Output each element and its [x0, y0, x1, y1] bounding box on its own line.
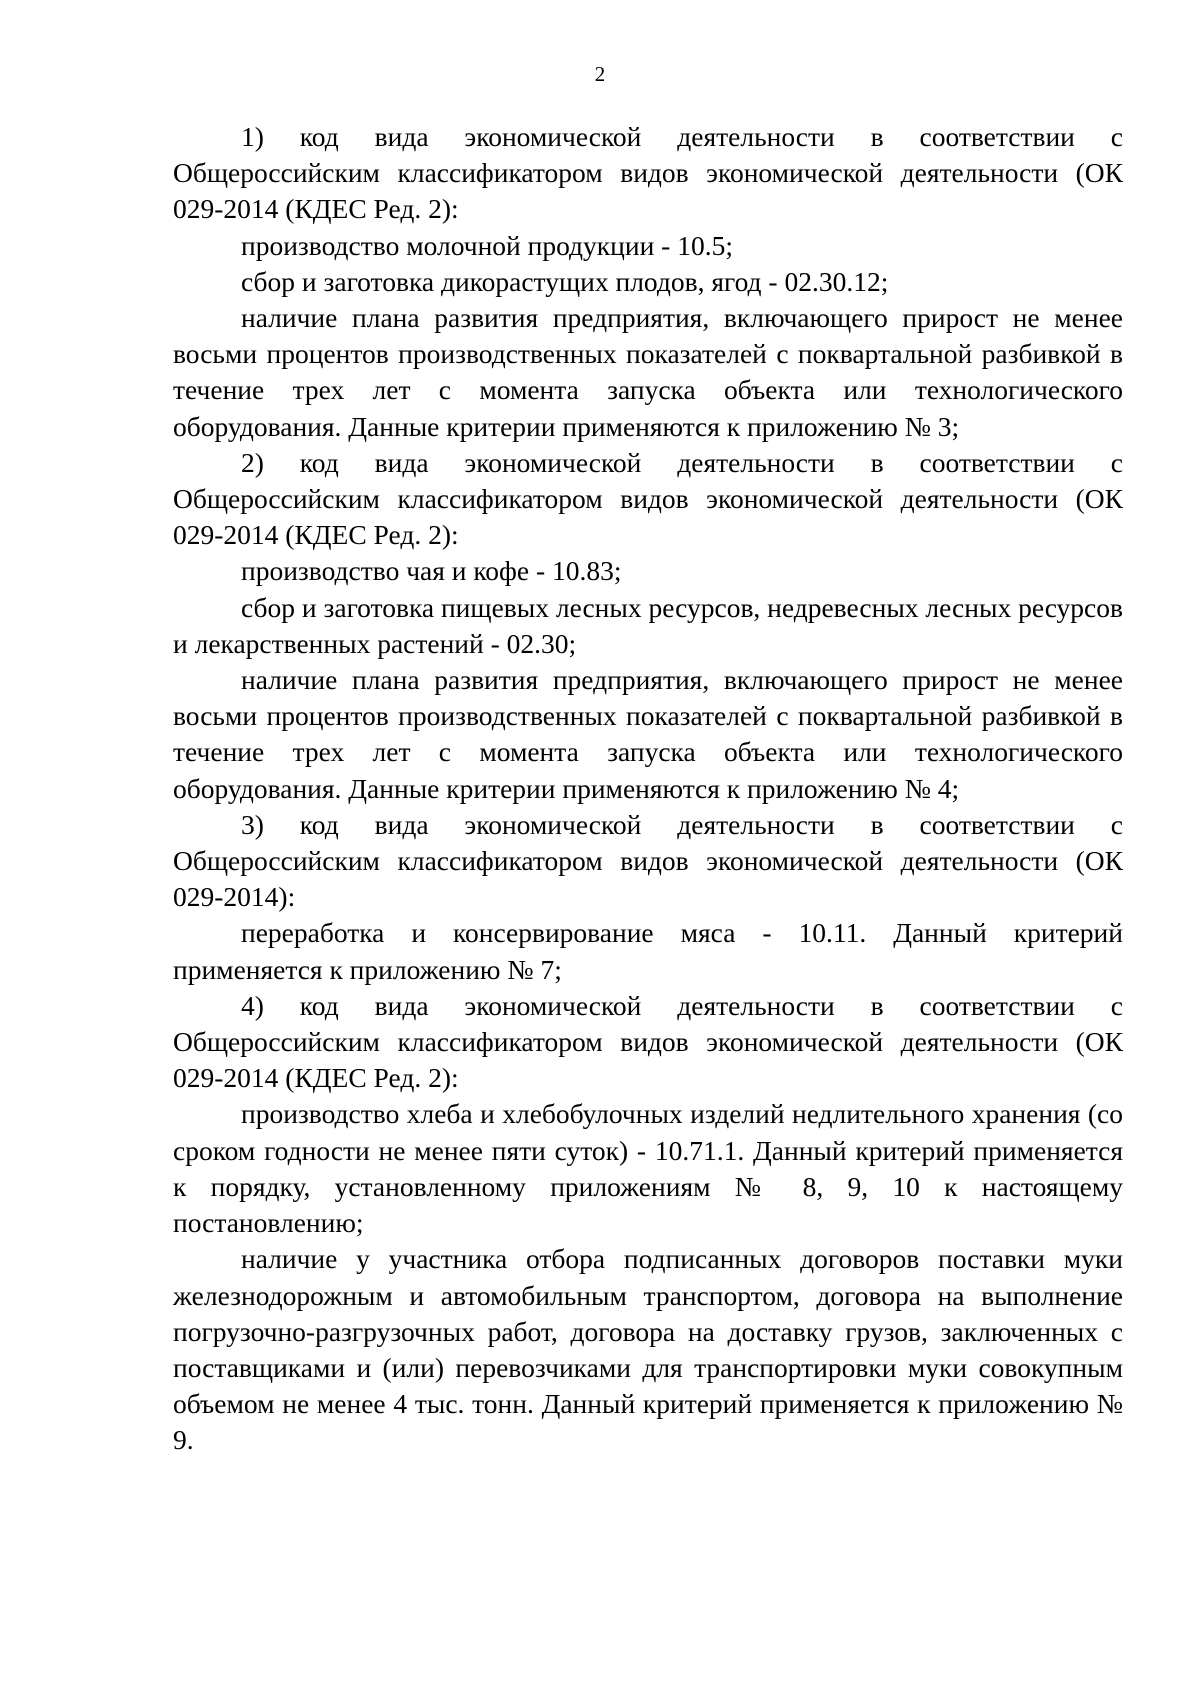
paragraph-item-3-code: 3) код вида экономической деятельности в соответствии с Общероссийским классификатором видов экономической деятельности (ОК 029-2014): [173, 808, 1123, 913]
paragraph-bread-production: производство хлеба и хлебобулочных изделий недлительного хранения (со сроком годности не менее пяти суток) - 10.71.1. Данный критерий применяется к порядку, установленному приложениям № 8, 9, 10 к настоящему постановлению; [173, 1098, 1123, 1239]
document-body [173, 119, 1123, 1459]
paragraph-item-1-code: 1) код вида экономической деятельности в соответствии с Общероссийским классификатором видов экономической деятельности (ОК 029-2014 (КДЕС Ред. 2): [173, 121, 1123, 225]
paragraph-wild-fruit-gathering: сбор и заготовка дикорастущих плодов, ягод - 02.30.12; [241, 265, 889, 297]
paragraph-flour-contracts: наличие у участника отбора подписанных договоров поставки муки железнодорожным и автомобильным транспортом, договора на выполнение погрузочно-разгрузочных работ, договора на доставку грузов, заключенных с поставщиками и (или) перевозчиками для транспортировки муки совокупным объемом не менее 4 тыс. тонн. Данный критерий применяется к приложению № 9. [173, 1243, 1123, 1456]
paragraph-meat-processing: переработка и консервирование мяса - 10.11. Данный критерий применяется к приложению № 7; [173, 917, 1123, 985]
paragraph-development-plan-3: наличие плана развития предприятия, включающего прирост не менее восьми процентов производственных показателей с поквартальной разбивкой в течение трех лет с момента запуска объекта или технологического оборудования. Данные критерии применяются к приложению № 3; [173, 302, 1123, 442]
paragraph-tea-coffee-production: производство чая и кофе - 10.83; [241, 555, 622, 587]
paragraph-item-4-code: 4) код вида экономической деятельности в соответствии с Общероссийским классификатором видов экономической деятельности (ОК 029-2014 (КДЕС Ред. 2): [173, 989, 1123, 1094]
page-number: 2 [594, 62, 606, 86]
paragraph-development-plan-4: наличие плана развития предприятия, включающего прирост не менее восьми процентов производственных показателей с поквартальной разбивкой в течение трех лет с момента запуска объекта или технологического оборудования. Данные критерии применяются к приложению № 4; [173, 664, 1123, 804]
paragraph-forest-resources: сбор и заготовка пищевых лесных ресурсов, недревесных лесных ресурсов и лекарственных растений - 02.30; [173, 591, 1123, 659]
paragraph-item-2-code: 2) код вида экономической деятельности в соответствии с Общероссийским классификатором видов экономической деятельности (ОК 029-2014 (КДЕС Ред. 2): [173, 446, 1123, 551]
paragraph-dairy-production: производство молочной продукции - 10.5; [241, 229, 733, 261]
